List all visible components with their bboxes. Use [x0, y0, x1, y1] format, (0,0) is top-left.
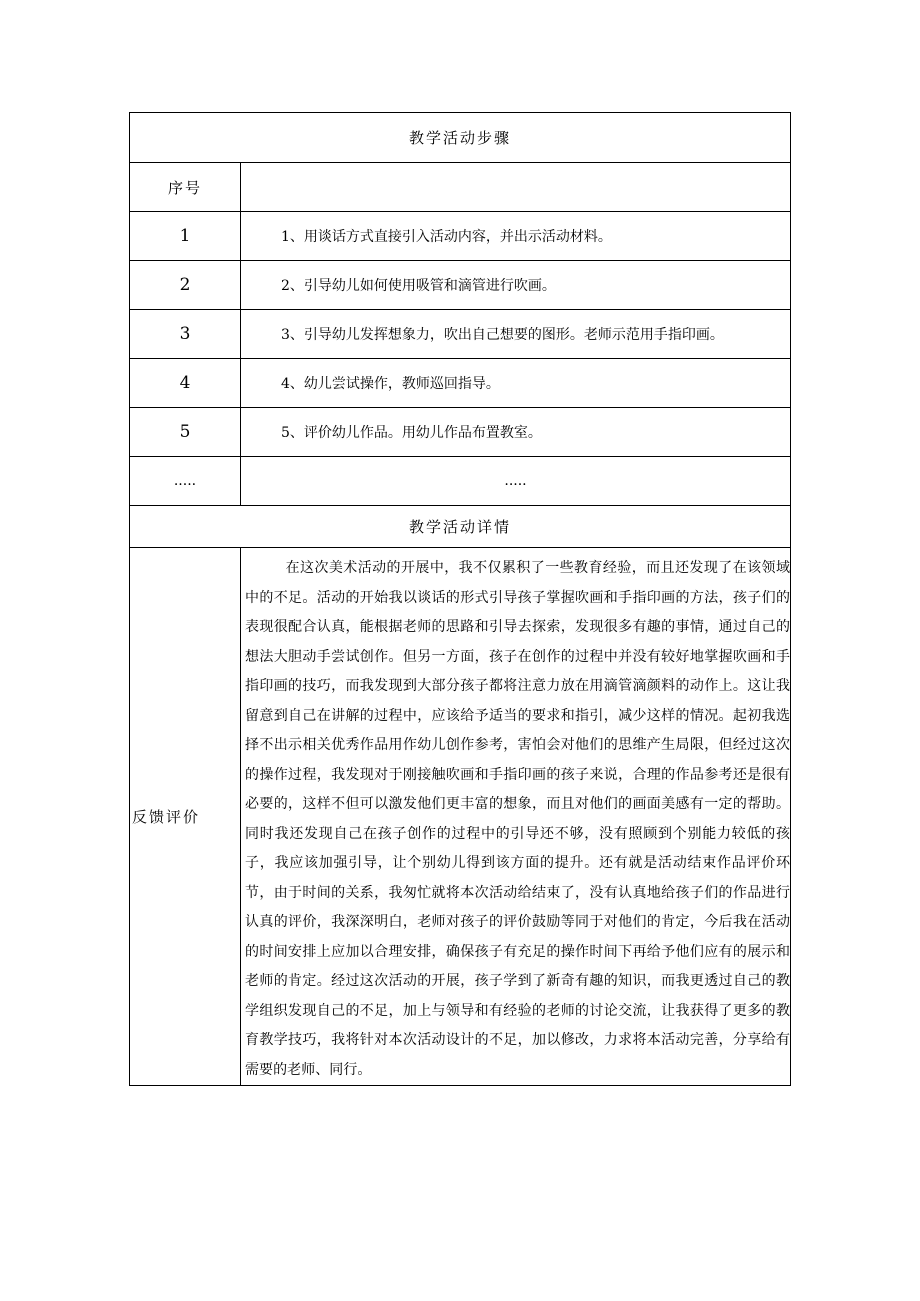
step-text: 3、引导幼儿发挥想象力，吹出自己想要的图形。老师示范用手指印画。 [241, 310, 791, 359]
ellipsis-number: ..... [130, 457, 241, 506]
lesson-plan-table [129, 112, 791, 1086]
content-column-header [241, 163, 791, 212]
step-number: 4 [130, 359, 241, 408]
feedback-row [130, 548, 791, 1086]
steps-section-header-row [130, 113, 791, 163]
step-text: 2、引导幼儿如何使用吸管和滴管进行吹画。 [241, 261, 791, 310]
step-row [130, 212, 791, 261]
feedback-cell [241, 548, 791, 1086]
details-section-title: 教学活动详情 [130, 506, 791, 548]
steps-header-row [130, 163, 791, 212]
step-number: 5 [130, 408, 241, 457]
step-number: 3 [130, 310, 241, 359]
feedback-text: 在这次美术活动的开展中，我不仅累积了一些教育经验，而且还发现了在该领域中的不足。活动的开始我以谈话的形式引导孩子掌握吹画和手指印画的方法，孩子们的表现很配合认真，能根据老师的思路和引导去探索，发现很多有趣的事情，通过自己的想法大胆动手尝试创作。但另一方面，孩子在创作的过程中并没有较好地掌握吹画和手指印画的技巧，而我发现到大部分孩子都将注意力放在用滴管滴颜料的动作上。这让我留意到自己在讲解的过程中，应该给予适当的要求和指引，减少这样的情况。起初我选择不出示相关优秀作品用作幼儿创作参考，害怕会对他们的思维产生局限，但经过这次的操作过程，我发现对于刚接触吹画和手指印画的孩子来说，合理的作品参考还是很有必要的，这样不但可以激发他们更丰富的想象，而且对他们的画面美感有一定的帮助。同时我还发现自己在孩子创作的过程中的引导还不够，没有照顾到个别能力较低的孩子，我应该加强引导，让个别幼儿得到该方面的提升。还有就是活动结束作品评价环节，由于时间的关系，我匆忙就将本次活动给结束了，没有认真地给孩子们的作品进行认真的评价，我深深明白，老师对孩子的评价鼓励等同于对他们的肯定，今后我在活动的时间安排上应加以合理安排，确保孩子有充足的操作时间下再给予他们应有的展示和老师的肯定。经过这次活动的开展，孩子学到了新奇有趣的知识，而我更透过自己的教学组织发现自己的不足，加上与领导和有经验的老师的讨论交流，让我获得了更多的教育教学技巧，我将针对本次活动设计的不足，加以修改，力求将本活动完善，分享给有需要的老师、同行。 [245, 560, 791, 1078]
ellipsis-row [130, 457, 791, 506]
step-text: 4、幼儿尝试操作，教师巡回指导。 [241, 359, 791, 408]
step-row [130, 261, 791, 310]
steps-section-title: 教学活动步骤 [130, 113, 791, 163]
ellipsis-text: ..... [241, 457, 791, 506]
feedback-label: 反馈评价 [130, 548, 241, 1086]
step-text: 1、用谈话方式直接引入活动内容，并出示活动材料。 [241, 212, 791, 261]
step-text: 5、评价幼儿作品。用幼儿作品布置教室。 [241, 408, 791, 457]
step-row [130, 310, 791, 359]
step-row [130, 408, 791, 457]
step-number: 2 [130, 261, 241, 310]
number-column-header: 序号 [130, 163, 241, 212]
step-number: 1 [130, 212, 241, 261]
step-row [130, 359, 791, 408]
details-section-header-row [130, 506, 791, 548]
